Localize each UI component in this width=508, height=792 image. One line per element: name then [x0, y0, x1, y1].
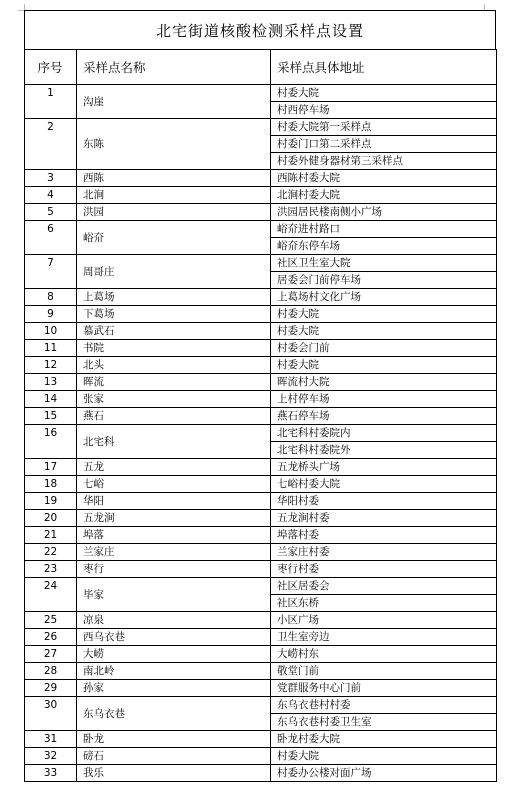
- cell-site-name: 东乌衣巷: [77, 697, 271, 731]
- cell-site-name: 西乌衣巷: [77, 629, 271, 646]
- cell-site-address: 晖流村大院: [271, 374, 497, 391]
- cell-site-address: 村委会门前: [271, 340, 497, 357]
- cell-site-address: 北宅科村委院内: [271, 425, 497, 442]
- cell-serial-number: 20: [25, 510, 77, 527]
- header-site-address: 采样点具体地址: [271, 50, 497, 85]
- sampling-site-table: [24, 49, 497, 782]
- cell-serial-number: 30: [25, 697, 77, 731]
- cell-serial-number: 32: [25, 748, 77, 765]
- table-row: [25, 255, 497, 272]
- cell-serial-number: 31: [25, 731, 77, 748]
- cell-serial-number: 8: [25, 289, 77, 306]
- table-row: [25, 731, 497, 748]
- cell-site-name: 慕武石: [77, 323, 271, 340]
- cell-serial-number: 33: [25, 765, 77, 782]
- cell-serial-number: 25: [25, 612, 77, 629]
- table-row: [25, 663, 497, 680]
- cell-site-address: 村委大院: [271, 323, 497, 340]
- cell-serial-number: 9: [25, 306, 77, 323]
- cell-serial-number: 14: [25, 391, 77, 408]
- cell-site-name: 北宅科: [77, 425, 271, 459]
- table-row: [25, 323, 497, 340]
- cell-serial-number: 18: [25, 476, 77, 493]
- cell-serial-number: 28: [25, 663, 77, 680]
- cell-serial-number: 10: [25, 323, 77, 340]
- table-row: [25, 204, 497, 221]
- cell-site-name: 大崂: [77, 646, 271, 663]
- cell-serial-number: 21: [25, 527, 77, 544]
- table-row: [25, 578, 497, 595]
- cell-site-address: 燕石停车场: [271, 408, 497, 425]
- table-row: [25, 85, 497, 102]
- table-row: [25, 697, 497, 714]
- cell-serial-number: 11: [25, 340, 77, 357]
- table-row: [25, 374, 497, 391]
- cell-site-name: 下葛场: [77, 306, 271, 323]
- table-row: [25, 459, 497, 476]
- cell-site-name: 书院: [77, 340, 271, 357]
- cell-site-address: 党群服务中心门前: [271, 680, 497, 697]
- cell-site-address: 村委办公楼对面广场: [271, 765, 497, 782]
- cell-site-address: 上村停车场: [271, 391, 497, 408]
- table-row: [25, 391, 497, 408]
- table-row: [25, 561, 497, 578]
- table-row: [25, 119, 497, 136]
- cell-site-address: 五龙涧村委: [271, 510, 497, 527]
- cell-site-name: 七峪: [77, 476, 271, 493]
- table-row: [25, 748, 497, 765]
- cell-site-address: 东乌衣巷村委卫生室: [271, 714, 497, 731]
- cell-serial-number: 4: [25, 187, 77, 204]
- cell-site-address: 大崂村东: [271, 646, 497, 663]
- cell-site-address: 村委大院第一采样点: [271, 119, 497, 136]
- cell-site-name: 沟崖: [77, 85, 271, 119]
- cell-serial-number: 26: [25, 629, 77, 646]
- cell-serial-number: 17: [25, 459, 77, 476]
- cell-site-name: 埠落: [77, 527, 271, 544]
- cell-serial-number: 12: [25, 357, 77, 374]
- cell-site-address: 枣行村委: [271, 561, 497, 578]
- cell-serial-number: 5: [25, 204, 77, 221]
- cell-site-address: 东乌衣巷村村委: [271, 697, 497, 714]
- cell-serial-number: 29: [25, 680, 77, 697]
- cell-serial-number: 1: [25, 85, 77, 119]
- cell-site-address: 洪园居民楼南侧小广场: [271, 204, 497, 221]
- document-sheet: [24, 10, 496, 782]
- table-row: [25, 646, 497, 663]
- cell-serial-number: 6: [25, 221, 77, 255]
- cell-site-name: 燕石: [77, 408, 271, 425]
- cell-site-address: 村委外健身器材第三采样点: [271, 153, 497, 170]
- cell-site-name: 上葛场: [77, 289, 271, 306]
- cell-site-address: 上葛场村文化广场: [271, 289, 497, 306]
- cell-site-name: 我乐: [77, 765, 271, 782]
- cell-site-name: 卧龙: [77, 731, 271, 748]
- cell-serial-number: 16: [25, 425, 77, 459]
- cell-site-address: 村西停车场: [271, 102, 497, 119]
- cell-site-name: 东陈: [77, 119, 271, 170]
- table-row: [25, 289, 497, 306]
- cell-site-name: 西陈: [77, 170, 271, 187]
- cell-site-address: 峪夼东停车场: [271, 238, 497, 255]
- table-header-row: [25, 50, 497, 85]
- cell-serial-number: 2: [25, 119, 77, 170]
- table-row: [25, 544, 497, 561]
- cell-site-name: 五龙涧: [77, 510, 271, 527]
- cell-site-name: 峪夼: [77, 221, 271, 255]
- cell-site-address: 北宅科村委院外: [271, 442, 497, 459]
- cell-serial-number: 13: [25, 374, 77, 391]
- header-serial-number: 序号: [25, 50, 77, 85]
- cell-site-address: 居委会门前停车场: [271, 272, 497, 289]
- table-body: [25, 85, 497, 782]
- cell-site-name: 北头: [77, 357, 271, 374]
- cell-site-address: 北涧村委大院: [271, 187, 497, 204]
- cell-site-name: 毕家: [77, 578, 271, 612]
- table-row: [25, 306, 497, 323]
- cell-serial-number: 19: [25, 493, 77, 510]
- cell-serial-number: 24: [25, 578, 77, 612]
- cell-site-address: 西陈村委大院: [271, 170, 497, 187]
- table-row: [25, 170, 497, 187]
- cell-site-name: 北涧: [77, 187, 271, 204]
- cell-site-name: 周哥庄: [77, 255, 271, 289]
- cell-site-address: 五龙桥头广场: [271, 459, 497, 476]
- cell-site-name: 南北岭: [77, 663, 271, 680]
- table-row: [25, 510, 497, 527]
- cell-site-name: 兰家庄: [77, 544, 271, 561]
- cell-site-address: 村委门口第二采样点: [271, 136, 497, 153]
- cell-site-address: 小区广场: [271, 612, 497, 629]
- cell-site-address: 社区东桥: [271, 595, 497, 612]
- table-row: [25, 357, 497, 374]
- cell-site-address: 村委大院: [271, 748, 497, 765]
- cell-site-name: 枣行: [77, 561, 271, 578]
- cell-site-address: 村委大院: [271, 357, 497, 374]
- header-site-name: 采样点名称: [77, 50, 271, 85]
- table-row: [25, 476, 497, 493]
- cell-serial-number: 27: [25, 646, 77, 663]
- cell-site-address: 峪夼进村路口: [271, 221, 497, 238]
- cell-serial-number: 23: [25, 561, 77, 578]
- table-row: [25, 527, 497, 544]
- cell-site-address: 村委大院: [271, 306, 497, 323]
- table-row: [25, 340, 497, 357]
- table-row: [25, 680, 497, 697]
- cell-site-name: 张家: [77, 391, 271, 408]
- cell-site-name: 孙家: [77, 680, 271, 697]
- table-row: [25, 765, 497, 782]
- cell-site-address: 社区居委会: [271, 578, 497, 595]
- table-row: [25, 612, 497, 629]
- cell-site-address: 卫生室旁边: [271, 629, 497, 646]
- cell-site-address: 社区卫生室大院: [271, 255, 497, 272]
- table-row: [25, 629, 497, 646]
- table-row: [25, 221, 497, 238]
- document-title: 北宅街道核酸检测采样点设置: [24, 10, 496, 49]
- cell-serial-number: 3: [25, 170, 77, 187]
- cell-site-address: 埠落村委: [271, 527, 497, 544]
- cell-site-address: 村委大院: [271, 85, 497, 102]
- cell-site-address: 七峪村委大院: [271, 476, 497, 493]
- cell-site-address: 华阳村委: [271, 493, 497, 510]
- cell-serial-number: 15: [25, 408, 77, 425]
- cell-site-name: 洪园: [77, 204, 271, 221]
- cell-site-name: 晖流: [77, 374, 271, 391]
- cell-site-address: 卧龙村委大院: [271, 731, 497, 748]
- cell-site-name: 华阳: [77, 493, 271, 510]
- cell-site-address: 敬堂门前: [271, 663, 497, 680]
- cell-serial-number: 22: [25, 544, 77, 561]
- cell-site-address: 兰家庄村委: [271, 544, 497, 561]
- cell-site-name: 磅石: [77, 748, 271, 765]
- cell-site-name: 五龙: [77, 459, 271, 476]
- cell-site-name: 凉泉: [77, 612, 271, 629]
- table-row: [25, 425, 497, 442]
- cell-serial-number: 7: [25, 255, 77, 289]
- table-row: [25, 408, 497, 425]
- table-row: [25, 187, 497, 204]
- table-row: [25, 493, 497, 510]
